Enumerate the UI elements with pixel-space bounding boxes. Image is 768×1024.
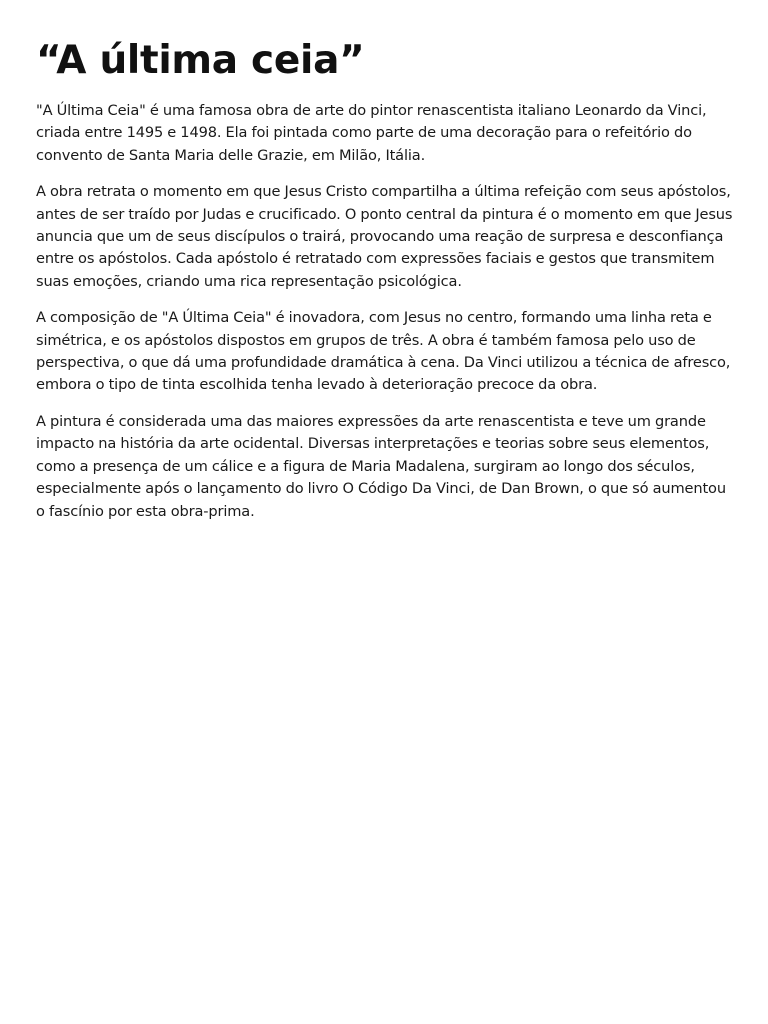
paragraph-scene: A obra retrata o momento em que Jesus Cristo compartilha a última refeição com seus apóstolos, antes de ser traído por Judas e crucificado. O ponto central da pintura é o momento em que Jesus anuncia que um de seus discípulos o trairá, provocando uma reação de surpresa e desconfiança entre os apóstolos. Cada apóstolo é retratado com expressões faciais e gestos que transmitem suas emoções, criando uma rica representação psicológica. — [36, 183, 733, 290]
paragraph-intro: "A Última Ceia" é uma famosa obra de arte do pintor renascentista italiano Leonardo da Vinci, criada entre 1495 e 1498. Ela foi pintada como parte de uma decoração para o refeitório do convento de Santa Maria delle Grazie, em Milão, Itália. — [36, 102, 707, 164]
page-title: “A última ceia” — [36, 38, 365, 83]
paragraph-legacy: A pintura é considerada uma das maiores expressões da arte renascentista e teve um grande impacto na história da arte ocidental. Diversas interpretações e teorias sobre seus elementos, como a presença de um cálice e a figura de Maria Madalena, surgiram ao longo dos séculos, especialmente após o lançamento do livro O Código Da Vinci, de Dan Brown, o que só aumentou o fascínio por esta obra-prima. — [36, 412, 726, 520]
paragraph-composition: A composição de "A Última Ceia" é inovadora, com Jesus no centro, formando uma linha reta e simétrica, e os apóstolos dispostos em grupos de três. A obra é também famosa pelo uso de perspectiva, o que dá uma profundidade dramática à cena. Da Vinci utilizou a técnica de afresco, embora o tipo de tinta escolhida tenha levado à deterioração precoce da obra. — [36, 309, 731, 394]
